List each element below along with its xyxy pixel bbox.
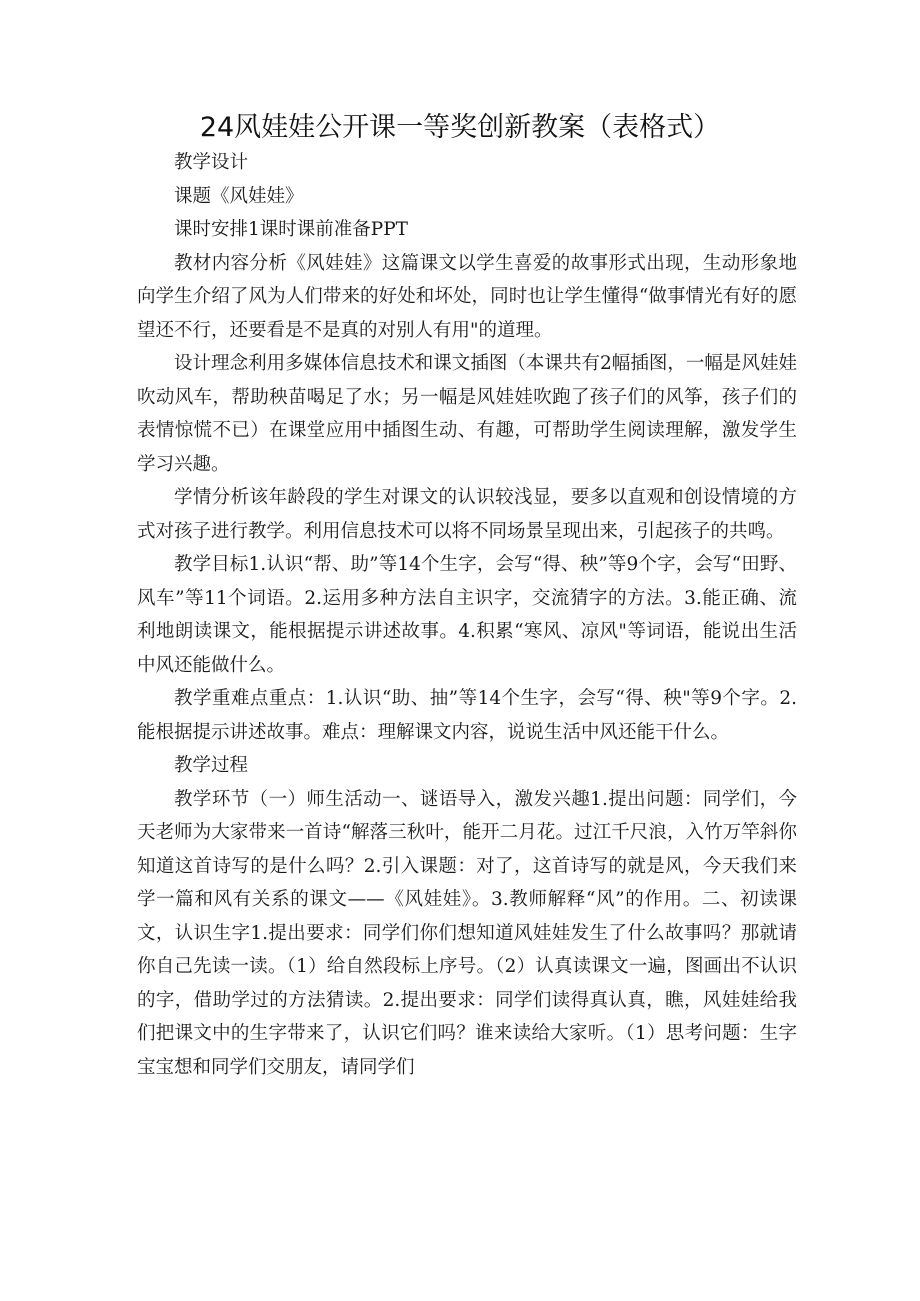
section-heading-teaching-process: 教学过程 xyxy=(174,755,249,776)
schedule-preparation: 课时安排1课时课前准备PPT xyxy=(174,219,409,240)
teaching-process-paragraph: 教学环节（一）师生活动一、谜语导入，激发兴趣1.提出问题：同学们，今天老师为大家带来一首诗“解落三秋叶，能开二月花。过江千尺浪，入竹万竿斜你知道这首诗写的是什么吗？2.引入课题：对了，这首诗写的就是风，今天我们来学一篇和风有关系的课文——《风娃娃》。3.教师解释“风”的作用。二、初读课文，认识生字1.提出要求：同学们你们想知道风娃娃发生了什么故事吗？那就请你自己先读一读。（1）给自然段标上序号。（2）认真读课文一遍，图画出不认识的字，借助学过的方法猜读。2.提出要求：同学们读得真认真，瞧，风娃娃给我们把课文中的生字带来了，认识它们吗？谁来读给大家听。（1）思考问题：生字宝宝想和同学们交朋友，请同学们 xyxy=(137,788,797,1078)
teaching-goals-paragraph: 教学目标1.认识“帮、助”等14个生字，会写“得、秧”等9个字，会写“田野、风车”等11个词语。2.运用多种方法自主识字，交流猜字的方法。3.能正确、流利地朗读课文，能根据提示讲述故事。4.积累“寒风、凉风"等词语，能说出生活中风还能做什么。 xyxy=(137,554,797,676)
key-difficulties-paragraph: 教学重难点重点：1.认识“助、抽”等14个生字，会写“得、秧"等9个字。2.能根据提示讲述故事。难点：理解课文内容，说说生活中风还能干什么。 xyxy=(137,688,797,743)
document-body xyxy=(137,146,797,1084)
material-analysis-paragraph: 教材内容分析《风娃娃》这篇课文以学生喜爱的故事形式出现，生动形象地向学生介绍了风为人们带来的好处和坏处，同时也让学生懂得“做事情光有好的愿望还不行，还要看是不是真的对别人有用"的道理。 xyxy=(137,252,797,341)
lesson-topic: 课题《风娃娃》 xyxy=(174,185,304,207)
design-concept-paragraph: 设计理念利用多媒体信息技术和课文插图（本课共有2幅插图，一幅是风娃娃吹动风车，帮助秧苗喝足了水；另一幅是风娃娃吹跑了孩子们的风筝，孩子们的表情惊慌不已）在课堂应用中插图生动、有趣，可帮助学生阅读理解，激发学生学习兴趣。 xyxy=(137,353,797,475)
document-title: 24风娃娃公开课一等奖创新教案（表格式） xyxy=(199,112,721,143)
learner-analysis-paragraph: 学情分析该年龄段的学生对课文的认识较浅显，要多以直观和创设情境的方式对孩子进行教学。利用信息技术可以将不同场景呈现出来，引起孩子的共鸣。 xyxy=(137,487,797,542)
section-heading-teaching-design: 教学设计 xyxy=(174,152,249,173)
